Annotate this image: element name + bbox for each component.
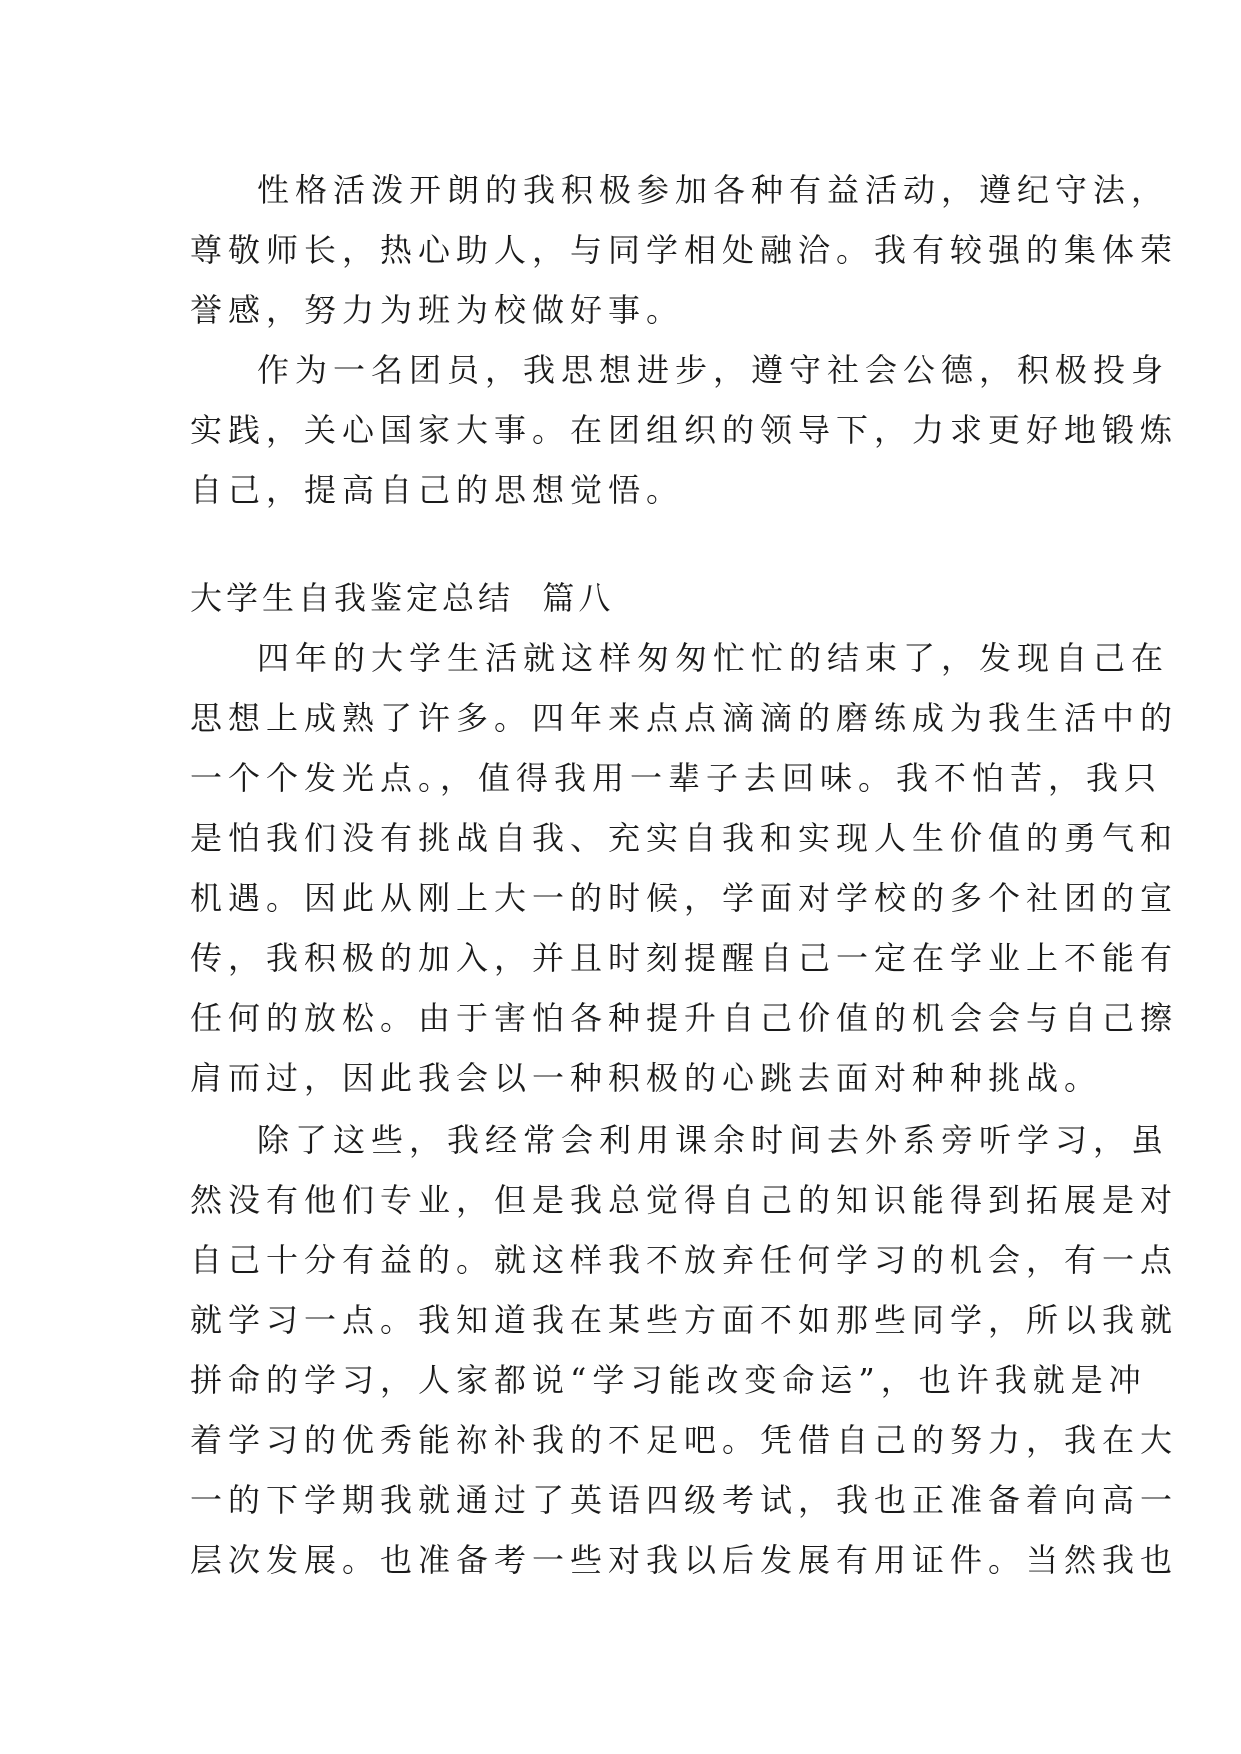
section-heading-block <box>190 568 1070 628</box>
paragraph-line: 然没有他们专业，但是我总觉得自己的知识能得到拓展是对 <box>190 1181 1179 1219</box>
paragraph-line: 自己十分有益的。就这样我不放弃任何学习的机会，有一点 <box>190 1241 1179 1279</box>
paragraph-line: 实践，关心国家大事。在团组织的领导下，力求更好地锻炼 <box>190 411 1179 449</box>
paragraph-line: 拼命的学习，人家都说“学习能改变命运”，也许我就是冲 <box>190 1361 1147 1399</box>
paragraph-line: 一个个发光点。，值得我用一辈子去回味。我不怕苦，我只 <box>190 759 1163 797</box>
paragraph-line: 是怕我们没有挑战自我、充实自我和实现人生价值的勇气和 <box>190 819 1179 857</box>
paragraph-line: 传，我积极的加入，并且时刻提醒自己一定在学业上不能有 <box>190 939 1179 977</box>
paragraph-line: 机遇。因此从刚上大一的时候，学面对学校的多个社团的宣 <box>190 879 1179 917</box>
paragraph-line: 就学习一点。我知道我在某些方面不如那些同学，所以我就 <box>190 1301 1179 1339</box>
paragraph-line: 作为一名团员，我思想进步，遵守社会公德，积极投身 <box>257 351 1170 389</box>
paragraph-line: 除了这些，我经常会利用课余时间去外系旁听学习，虽 <box>257 1121 1170 1159</box>
paragraph-line: 四年的大学生活就这样匆匆忙忙的结束了，发现自己在 <box>257 639 1170 677</box>
section-heading: 大学生自我鉴定总结 篇八 <box>190 579 615 617</box>
paragraph-4 <box>190 1110 1179 1590</box>
paragraph-2 <box>190 340 1179 520</box>
paragraph-line: 自己，提高自己的思想觉悟。 <box>190 471 685 509</box>
paragraph-line: 尊敬师长，热心助人，与同学相处融洽。我有较强的集体荣 <box>190 231 1179 269</box>
paragraph-line: 誉感，努力为班为校做好事。 <box>190 291 685 329</box>
paragraph-1 <box>190 160 1179 340</box>
paragraph-line: 性格活泼开朗的我积极参加各种有益活动，遵纪守法， <box>257 171 1170 209</box>
paragraph-line: 任何的放松。由于害怕各种提升自己价值的机会会与自己擦 <box>190 999 1179 1037</box>
paragraph-line: 一的下学期我就通过了英语四级考试，我也正准备着向高一 <box>190 1481 1179 1519</box>
paragraph-line: 思想上成熟了许多。四年来点点滴滴的磨练成为我生活中的 <box>190 699 1179 737</box>
paragraph-line: 着学习的优秀能祢补我的不足吧。凭借自己的努力，我在大 <box>190 1421 1179 1459</box>
paragraph-3 <box>190 628 1179 1108</box>
paragraph-line: 层次发展。也准备考一些对我以后发展有用证件。当然我也 <box>190 1541 1179 1579</box>
paragraph-line: 肩而过，因此我会以一种积极的心跳去面对种种挑战。 <box>190 1059 1103 1097</box>
